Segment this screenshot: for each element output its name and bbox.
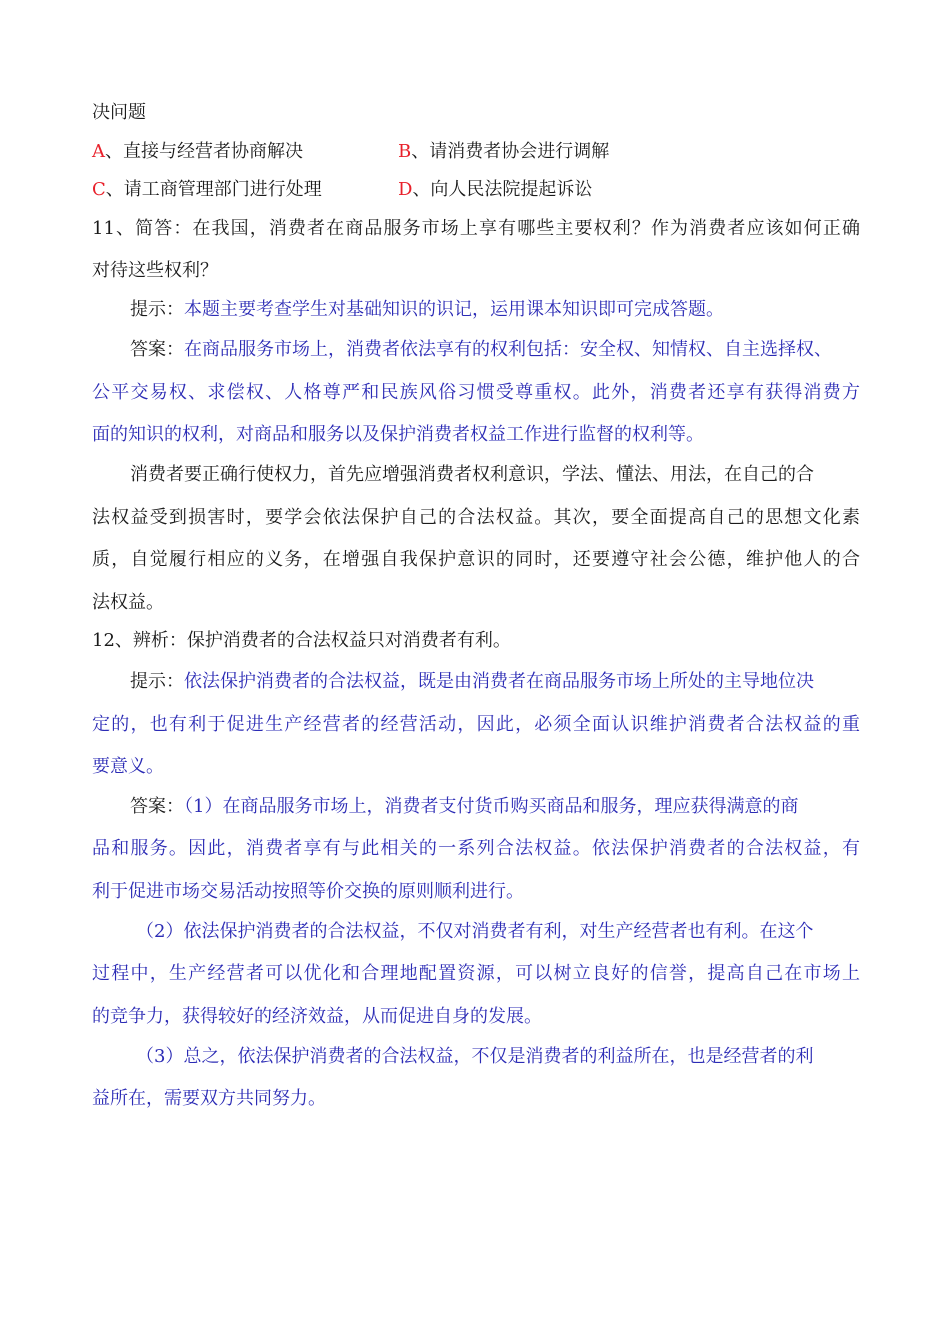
option-text: 、向人民法院提起诉讼 [412, 179, 593, 200]
answer-12: 答案：（1）在商品服务市场上，消费者支付货币购买商品和服务，理应获得满意的商 [130, 796, 799, 817]
paragraph-line: 法权益受到损害时，要学会依法保护自己的合法权益。其次，要全面提高自己的思想文化素 [92, 507, 860, 528]
question-11: 11、简答：在我国，消费者在商品服务市场上享有哪些主要权利？作为消费者应该如何正确 [92, 218, 860, 239]
answer-12-line: （3）总之，依法保护消费者的合法权益，不仅是消费者的利益所在，也是经营者的利 [136, 1046, 814, 1067]
option-letter: D [398, 179, 413, 200]
paragraph-line: 消费者要正确行使权力，首先应增强消费者权利意识，学法、懂法、用法，在自己的合 [130, 464, 814, 485]
option-text: 、请消费者协会进行调解 [411, 141, 610, 162]
answer-12-line: （2）依法保护消费者的合法权益，不仅对消费者有利，对生产经营者也有利。在这个 [136, 921, 814, 942]
option-b [398, 139, 609, 165]
answer-11-line: 面的知识的权利，对商品和服务以及保护消费者权益工作进行监督的权利等。 [92, 424, 704, 445]
answer-12-line: 利于促进市场交易活动按照等价交换的原则顺利进行。 [92, 881, 524, 902]
option-letter: A [92, 141, 105, 162]
answer-12-line: 益所在，需要双方共同努力。 [92, 1088, 326, 1109]
hint-12: 提示：依法保护消费者的合法权益，既是由消费者在商品服务市场上所处的主导地位决 [130, 671, 814, 692]
question-11-cont: 对待这些权利？ [92, 260, 218, 281]
answer-12-line: 过程中，生产经营者可以优化和合理地配置资源，可以树立良好的信誉，提高自己在市场上 [92, 963, 860, 984]
option-letter: C [92, 179, 106, 200]
paragraph-line: 法权益。 [92, 592, 164, 613]
hint-12-line: 要意义。 [92, 756, 164, 777]
option-letter: B [398, 141, 412, 162]
answer-12-line: 品和服务。因此，消费者享有与此相关的一系列合法权益。依法保护消费者的合法权益，有 [92, 838, 860, 859]
hint-11: 提示：本题主要考查学生对基础知识的识记，运用课本知识即可完成答题。 [130, 299, 724, 320]
paragraph-line: 质，自觉履行相应的义务，在增强自我保护意识的同时，还要遵守社会公德，维护他人的合 [92, 549, 860, 570]
answer-12-line: 的竞争力，获得较好的经济效益，从而促进自身的发展。 [92, 1006, 542, 1027]
answer-11-line: 公平交易权、求偿权、人格尊严和民族风俗习惯受尊重权。此外，消费者还享有获得消费方 [92, 382, 860, 403]
text-line: 决问题 [92, 102, 146, 123]
option-text: 、请工商管理部门进行处理 [105, 179, 322, 200]
hint-12-line: 定的，也有利于促进生产经营者的经营活动，因此，必须全面认识维护消费者合法权益的重 [92, 714, 860, 735]
option-c [92, 177, 322, 203]
option-text: 、直接与经营者协商解决 [105, 141, 303, 162]
question-12: 12、辨析：保护消费者的合法权益只对消费者有利。 [92, 630, 511, 651]
option-d [398, 177, 592, 203]
answer-11: 答案：在商品服务市场上，消费者依法享有的权利包括：安全权、知情权、自主选择权、 [130, 339, 832, 360]
option-a [92, 139, 303, 165]
